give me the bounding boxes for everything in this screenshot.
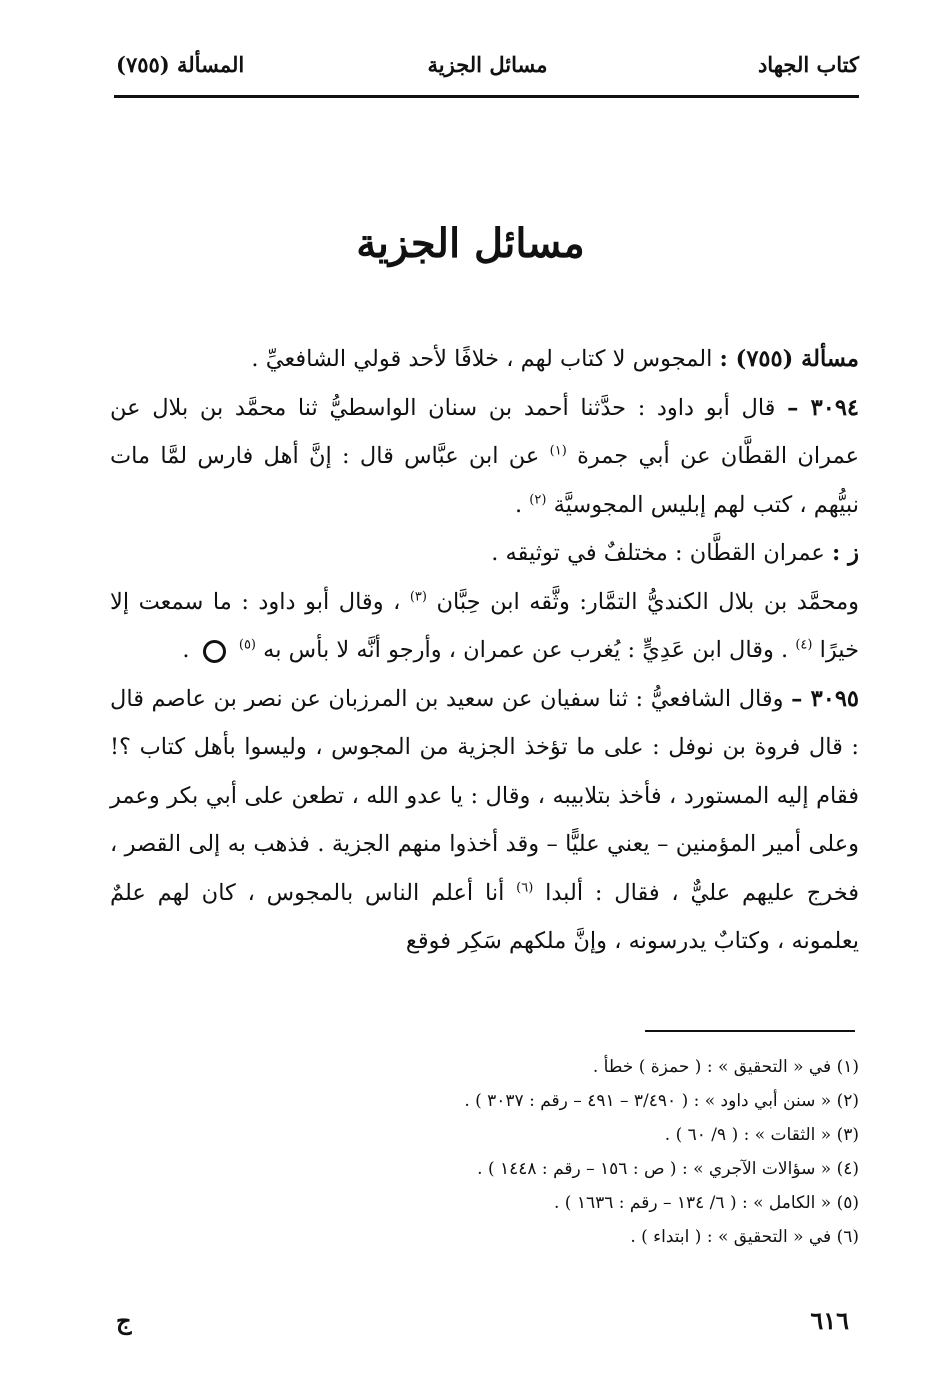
hadith-3095-text-a: وقال الشافعيُّ : ثنا سفيان عن سعيد بن المرزبان عن نصر بن عاصم قال : قال فروة بن نوفل : على ما تؤخذ الجزية من المجوس ، وليسوا بأهل كتاب ؟! فقام إليه المستورد ، فأخذ بتلابيبه ، وقال : يا عدو الله ، تطعن على أبي بكر وعمر وعلى أمير المؤمنين – يعني عليًّا – وقد أخذوا منهم الجزية . فذهب به إلى القصر ، فخرج عليهم عليٌّ ، فقال : ألبدا <box>110 685 859 906</box>
narrator-note-paragraph <box>110 529 859 578</box>
hadith-3094-text-c: . <box>514 491 523 518</box>
hadith-3094-text-a: قال أبو داود : حدَّثنا أحمد بن سنان الواسطيُّ ثنا محمَّد بن بلال عن عمران القطَّان عن أبي جمرة <box>110 394 860 469</box>
footnote-ref-5: (٥) <box>238 637 256 653</box>
hadith-3094-paragraph <box>110 384 859 530</box>
narrator-2-text-a: ومحمَّد بن بلال الكنديُّ التمَّار: وثَّقه ابن حِبَّان <box>436 588 859 615</box>
chapter-title: مسائل الجزية <box>356 220 585 267</box>
body-text <box>110 335 859 966</box>
issue-text: المجوس لا كتاب لهم ، خلافًا لأحد قولي الشافعيِّ . <box>251 346 713 372</box>
footnote-ref-6: (٦) <box>516 880 534 895</box>
header-section-title: مسائل الجزية <box>427 52 548 77</box>
hadith-3094-number: ٣٠٩٤ – <box>787 394 859 421</box>
volume-mark: ج <box>116 1306 132 1335</box>
header-issue-number: المسألة (٧٥٥) <box>116 52 245 77</box>
issue-label: مسألة (٧٥٥) : <box>719 346 859 372</box>
hadith-3095-text-b: أنا أعلم الناس بالمجوس ، كان لهم علمٌ يعلمونه ، وكتابٌ يدرسونه ، وإنَّ ملكهم سَكِر فوقع <box>110 879 859 954</box>
footnote-rule <box>645 1030 855 1032</box>
issue-paragraph <box>110 335 859 384</box>
hadith-3095-paragraph <box>110 675 859 966</box>
footnote-item: (١) في « التحقيق » : ( حمزة ) خطأ . <box>592 1057 859 1077</box>
footnote-ref-4: (٤) <box>795 637 813 653</box>
end-circle-icon <box>203 640 226 663</box>
hadith-3095-number: ٣٠٩٥ – <box>791 685 859 712</box>
footnote-ref-1: (١) <box>549 443 567 459</box>
page-number: ٦١٦ <box>810 1306 849 1335</box>
narrator-2-text-c: . وقال ابن عَدِيٍّ : يُغرب عن عمران ، وأرجو أنَّه لا بأس به <box>263 637 789 663</box>
narrator-2-text-d: . <box>182 637 190 663</box>
header-rule <box>114 95 859 98</box>
footnote-item: (٦) في « التحقيق » : ( ابتداء ) . <box>630 1227 859 1247</box>
running-header <box>116 52 859 88</box>
header-book-title: كتاب الجهاد <box>757 52 859 77</box>
narrator-note-text: عمران القطَّان : مختلفٌ في توثيقه . <box>491 540 825 566</box>
footnotes <box>110 1050 859 1254</box>
narrator-note-symbol: ز : <box>831 540 859 566</box>
narrator-2-text-b: ، وقال أبو داود : ما سمعت إلا خيرًا <box>110 588 859 663</box>
hadith-3094-text-b: عن ابن عبَّاس قال : إنَّ أهل فارس لمَّا مات نبيُّهم ، كتب لهم إبليس المجوسيَّة <box>110 443 859 518</box>
footnote-item: (٢) « سنن أبي داود » : ( ٣/٤٩٠ – ٤٩١ – رقم : ٣٠٣٧ ) . <box>464 1091 859 1111</box>
footnote-ref-2: (٢) <box>529 492 547 507</box>
narrator-2-paragraph <box>110 578 859 675</box>
footnote-ref-3: (٣) <box>409 589 427 604</box>
footnote-item: (٤) « سؤالات الآجري » : ( ص : ١٥٦ – رقم : ١٤٤٨ ) . <box>477 1159 859 1179</box>
footnote-item: (٥) « الكامل » : ( ٦/ ١٣٤ – رقم : ١٦٣٦ ) . <box>553 1193 859 1213</box>
footnote-item: (٣) « الثقات » : ( ٩/ ٦٠ ) . <box>664 1125 859 1145</box>
